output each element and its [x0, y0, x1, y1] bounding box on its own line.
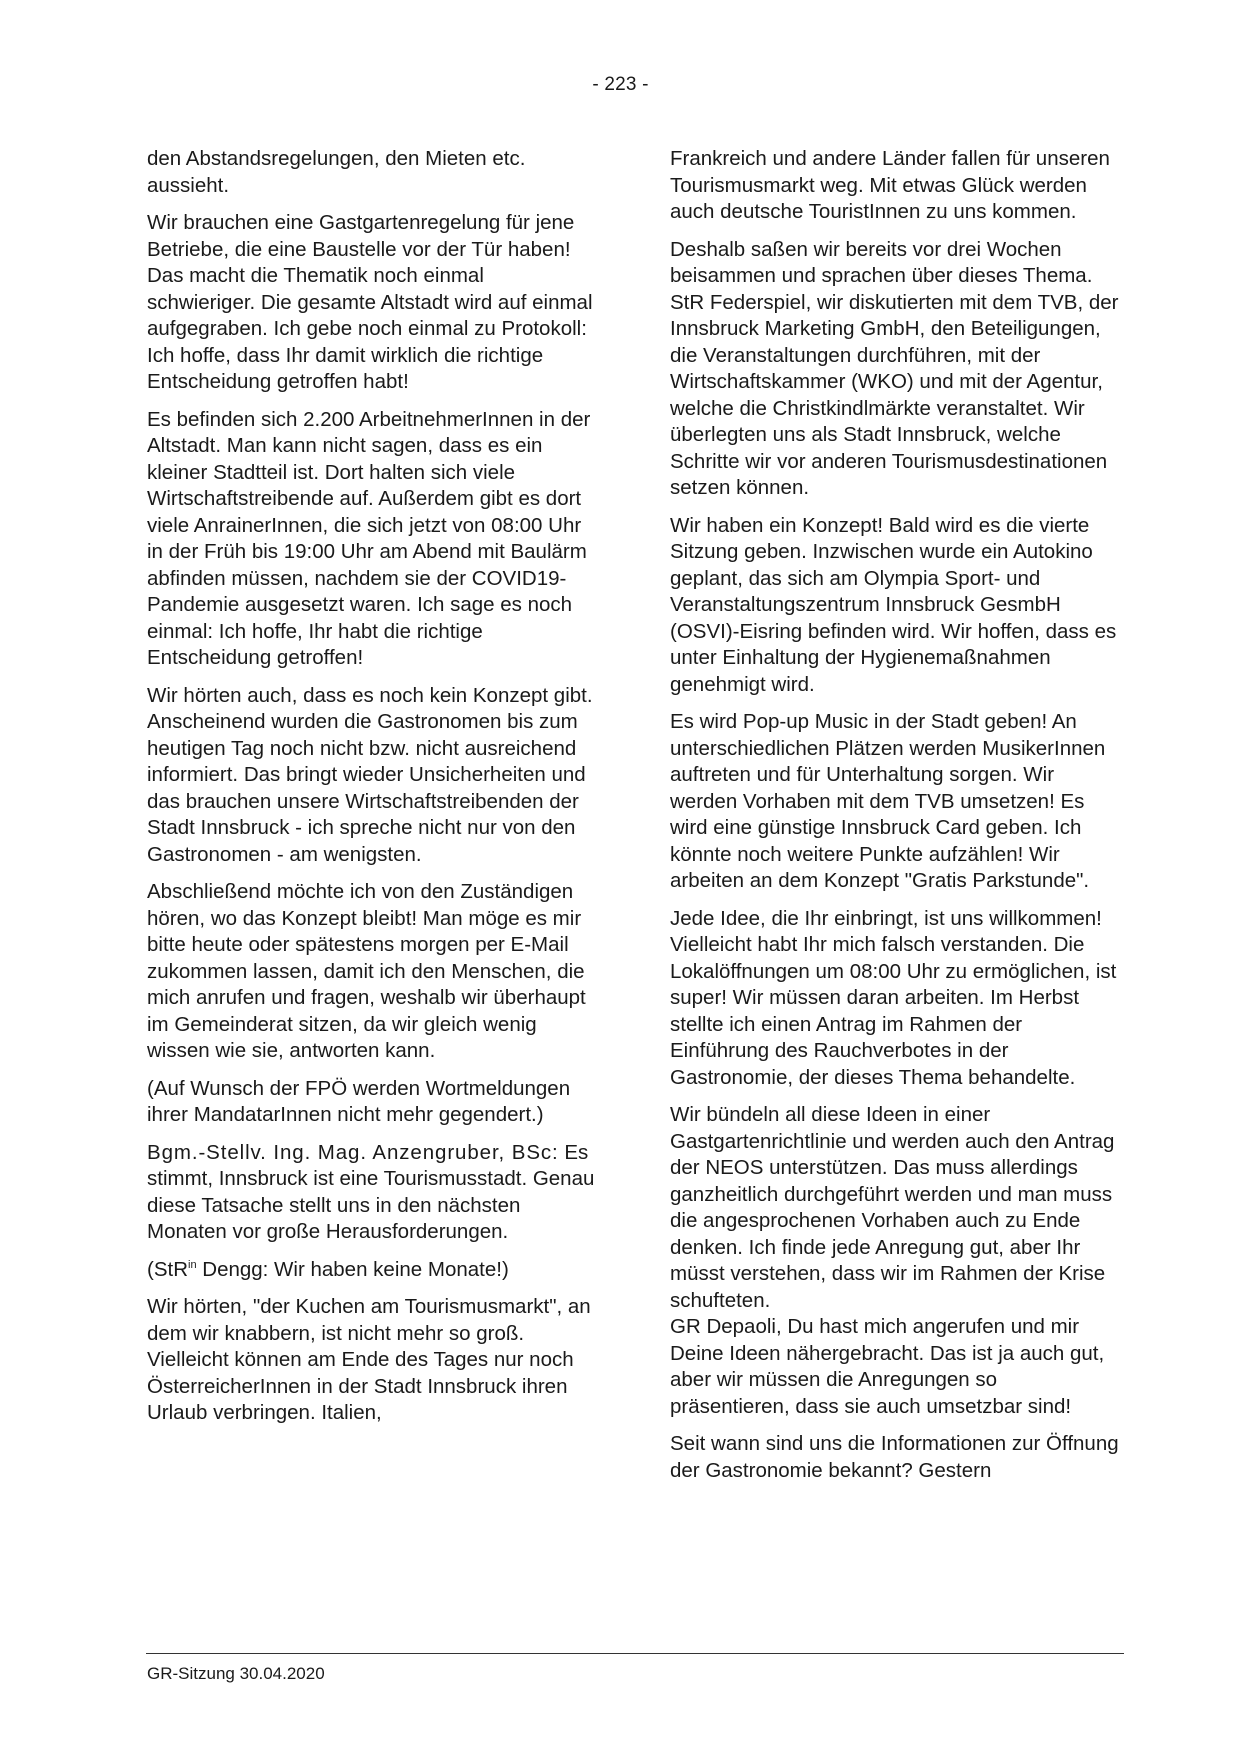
footer-session-date: GR-Sitzung 30.04.2020 — [147, 1664, 325, 1683]
page-number: - 223 - — [592, 74, 649, 95]
paragraph: Deshalb saßen wir bereits vor drei Wochen beisammen und sprachen über dieses Thema. StR Federspiel, wir diskutierten mit dem TVB, der Innsbruck Marketing GmbH, den Beteiligungen, die Veranstaltungen durchführen, mit der Wirtschaftskammer (WKO) und mit der Agentur, welche die Christkindlmärkte veranstaltet. Wir überlegten uns als Stadt Innsbruck, welche Schritte wir vor anderen Tourismusdestinationen setzen können. — [670, 237, 1119, 499]
paragraph: Wir hörten auch, dass es noch kein Konzept gibt. Anscheinend wurden die Gastronomen bis zum heutigen Tag noch nicht bzw. nicht ausreichend informiert. Das bringt wieder Unsicherheiten und das brauchen unsere Wirtschaftstreibenden der Stadt Innsbruck - ich spreche nicht nur von den Gastronomen - am wenigsten. — [147, 683, 593, 866]
paragraph: Es wird Pop-up Music in der Stadt geben! An unterschiedlichen Plätzen werden MusikerInnen auftreten und für Unterhaltung sorgen. Wir werden Vorhaben mit dem TVB umsetzen! Es wird eine günstige Innsbruck Card geben. Ich könnte noch weitere Punkte aufzählen! Wir arbeiten an dem Konzept "Gratis Parkstunde". — [670, 710, 1106, 892]
paragraph: Wir haben ein Konzept! Bald wird es die vierte Sitzung geben. Inzwischen wurde ein Autokino geplant, das sich am Olympia Sport- und Veranstaltungszentrum Innsbruck GesmbH (OSVI)-Eisring befinden wird. Wir hoffen, dass es unter Einhaltung der Hygienemaßnahmen genehmigt wird. — [670, 513, 1117, 696]
interjection: (StR$^{in}$ Dengg: Wir haben keine Monate!) — [147, 1257, 509, 1281]
speaker-name: Bgm.-Stellv. Ing. Mag. Anzengruber, BSc: — [147, 1140, 559, 1164]
paragraph: Seit wann sind uns die Informationen zur Öffnung der Gastronomie bekannt? Gestern — [670, 1432, 1119, 1482]
paragraph: Wir bündeln all diese Ideen in einer Gastgartenrichtlinie und werden auch den Antrag der NEOS unterstützen. Das muss allerdings ganzheitlich durchgeführt werden und man muss die angesprochenen Vorhaben auch zu Ende denken. Ich finde jede Anregung gut, aber Ihr müsst verstehen, dass wir im Rahmen der Krise schufteten. — [670, 1103, 1115, 1312]
paragraph: Wir hörten, "der Kuchen am Tourismusmarkt", an dem wir knabbern, ist nicht mehr so groß. Vielleicht können am Ende des Tages nur noch ÖsterreicherInnen in der Stadt Innsbruck ihren Urlaub verbringen. Italien, — [147, 1295, 591, 1424]
paragraph: (Auf Wunsch der FPÖ werden Wortmeldungen ihrer MandatarInnen nicht mehr gegendert.) — [147, 1076, 571, 1126]
paragraph: Wir brauchen eine Gastgartenregelung für jene Betriebe, die eine Baustelle vor der Tür haben! Das macht die Thematik noch einmal schwieriger. Die gesamte Altstadt wird auf einmal aufgegraben. Ich gebe noch einmal zu Protokoll: Ich hoffe, dass Ihr damit wirklich die richtige Entscheidung getroffen habt! — [147, 211, 593, 393]
footer-divider — [146, 1653, 1124, 1654]
paragraph: den Abstandsregelungen, den Mieten etc. aussieht. — [147, 147, 526, 197]
left-column — [147, 146, 597, 1438]
paragraph: Frankreich und andere Länder fallen für unseren Tourismusmarkt weg. Mit etwas Glück werden auch deutsche TouristInnen zu uns kommen. — [670, 147, 1110, 223]
speaker-text: Es stimmt, Innsbruck ist eine Tourismusstadt. Genau diese Tatsache stellt uns in den nächsten Monaten vor große Herausforderungen. — [147, 1140, 595, 1243]
right-column — [670, 146, 1120, 1495]
paragraph: Es befinden sich 2.200 ArbeitnehmerInnen in der Altstadt. Man kann nicht sagen, dass es ein kleiner Stadtteil ist. Dort halten sich viele Wirtschaftstreibende auf. Außerdem gibt es dort viele AnrainerInnen, die sich jetzt von 08:00 Uhr in der Früh bis 19:00 Uhr am Abend mit Baulärm abfinden müssen, nachdem sie der COVID19-Pandemie ausgesetzt waren. Ich sage es noch einmal: Ich hoffe, Ihr habt die richtige Entscheidung getroffen! — [147, 407, 591, 669]
speaker-paragraph — [147, 1140, 597, 1246]
paragraph: GR Depaoli, Du hast mich angerufen und mir Deine Ideen nähergebracht. Das ist ja auch gut, aber wir müssen die Anregungen so präsentieren, dass sie auch umsetzbar sind! — [670, 1315, 1105, 1418]
paragraph: Jede Idee, die Ihr einbringt, ist uns willkommen! Vielleicht habt Ihr mich falsch verstanden. Die Lokalöffnungen um 08:00 Uhr zu ermöglichen, ist super! Wir müssen daran arbeiten. Im Herbst stellte ich einen Antrag im Rahmen der Einführung des Rauchverbotes in der Gastronomie, der dieses Thema behandelte. — [670, 906, 1117, 1089]
paragraph: Abschließend möchte ich von den Zuständigen hören, wo das Konzept bleibt! Man möge es mir bitte heute oder spätestens morgen per E-Mail zukommen lassen, damit ich den Menschen, die mich anrufen und fragen, weshalb wir überhaupt im Gemeinderat sitzen, da wir gleich wenig wissen wie sie, antworten kann. — [147, 880, 586, 1062]
